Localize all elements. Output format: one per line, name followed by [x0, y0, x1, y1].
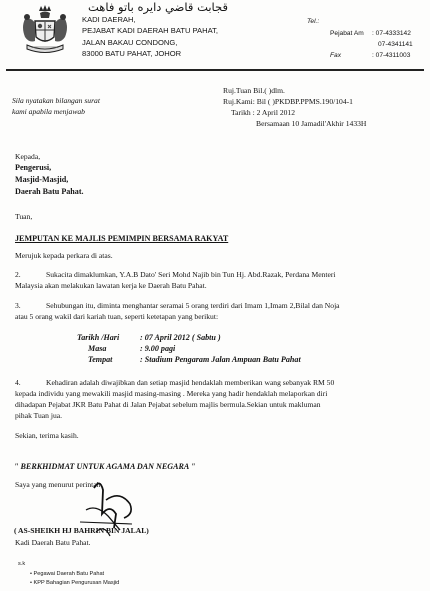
intro-text: Merujuk kepada perkara di atas.: [15, 251, 113, 260]
paragraph-number: 3.: [15, 301, 21, 310]
office-line: JALAN BAKAU CONDONG,: [82, 37, 178, 47]
reference-note-line: Sila nyatakan bilangan surat: [12, 96, 100, 105]
paragraph-number: 4.: [15, 378, 21, 387]
paragraph-3-line: Sehubungan itu, diminta menghantar seramai 5 orang terdiri dari Imam 1,Imam 2,Bilal dan Noja: [46, 301, 340, 310]
paragraph-2-line: Malaysia akan melakukan lawatan kerja ke Daerah Batu Pahat.: [15, 281, 207, 290]
office-line: KADI DAERAH,: [82, 15, 136, 24]
recipient-line: Daerah Batu Pahat.: [15, 186, 84, 196]
paragraph-4-line: pihak Tuan jua.: [15, 411, 63, 420]
phone-number: : 07-4333142: [372, 30, 411, 37]
phone-number: 07-4341141: [378, 41, 413, 48]
event-value-venue: : Stadium Pengaram Jalan Ampuan Batu Pahat: [140, 355, 301, 364]
cc-label: s.k: [18, 561, 26, 567]
office-line: PEJABAT KADI DAERAH BATU PAHAT,: [82, 26, 219, 36]
recipient-line: Pengerusi,: [15, 163, 52, 172]
ruj-kami: Ruj.Kami: Bil ( )PKDBP.PPMS.190/104-1: [223, 97, 353, 106]
cc-item: • Pegawai Daerah Batu Pahat: [30, 571, 105, 577]
obedient-line: Saya yang menurut perintah: [15, 480, 101, 489]
signer-name: ( AS-SHEIKH HJ BAHRIN BIN JALAL): [14, 526, 149, 535]
office-line: 83000 BATU PAHAT, JOHOR: [82, 48, 182, 58]
fax-number: : 07-4311003: [372, 52, 411, 59]
cc-item: • KPP Bahagian Pengurusan Masjid: [30, 580, 120, 586]
paragraph-4-line: Kehadiran adalah diwajibkan dan setiap masjid hendaklah memberikan wang sebanyak RM 50: [46, 378, 335, 387]
event-value-date: : 07 April 2012 ( Sabtu ): [140, 333, 221, 342]
subject-heading: JEMPUTAN KE MAJLIS PEMIMPIN BERSAMA RAKYAT: [15, 234, 229, 243]
paragraph-number: 2.: [15, 270, 21, 279]
ruj-tuan: Ruj.Tuan Bil.( )dlm.: [223, 86, 285, 95]
paragraph-4-line: kepada individu yang mewakili masjid masing-masing . Mereka yang hadir hendaklah melaporkan diri: [15, 389, 328, 398]
hijri-date: Bersamaan 10 Jamadil'Akhir 1433H: [256, 119, 367, 128]
jawi-office-name: قجابت قاضي دايره باتو فاهت: [88, 0, 228, 14]
reference-note: [12, 95, 100, 117]
event-label-date: Tarikh /Hari: [77, 333, 120, 342]
paragraph-4-line: dihadapan Pejabat JKR Batu Pahat di Jalan Pejabat sebelum majlis bermula.Sekian untuk makluman: [15, 400, 321, 409]
paragraph-2-line: Sukacita dimaklumkan, Y.A.B Dato' Seri Mohd Najib bin Tun Hj. Abd.Razak, Perdana Menteri: [46, 270, 336, 279]
paragraph-3-line: atau 5 orang wakil dari kariah tuan, seperti ketetapan yang berikut:: [15, 312, 219, 321]
reference-note-line: kami apabila menjawab: [12, 107, 85, 116]
signer-title: Kadi Daerah Batu Pahat.: [15, 538, 91, 547]
letter-date: Tarikh : 2 April 2012: [231, 108, 296, 117]
header-divider: [6, 69, 424, 71]
fax-label: Fax: [330, 52, 341, 59]
recipient-line: Masjid-Masjid,: [15, 174, 69, 184]
office-address: [82, 14, 218, 59]
event-value-time: : 9.00 pagi: [140, 344, 176, 353]
event-label-venue: Tempat: [88, 355, 113, 364]
salutation: Tuan,: [15, 212, 33, 221]
motto: " BERKHIDMAT UNTUK AGAMA DAN NEGARA ": [14, 462, 196, 471]
event-label-time: Masa: [88, 344, 107, 353]
phone-label: Pejabat Am: [330, 30, 364, 37]
closing-text: Sekian, terima kasih.: [15, 431, 79, 440]
kepada: Kepada,: [15, 152, 41, 161]
tel-label: Tel.:: [307, 18, 320, 25]
johor-crest-emblem: [13, 5, 77, 55]
recipient-lines: [15, 162, 84, 197]
